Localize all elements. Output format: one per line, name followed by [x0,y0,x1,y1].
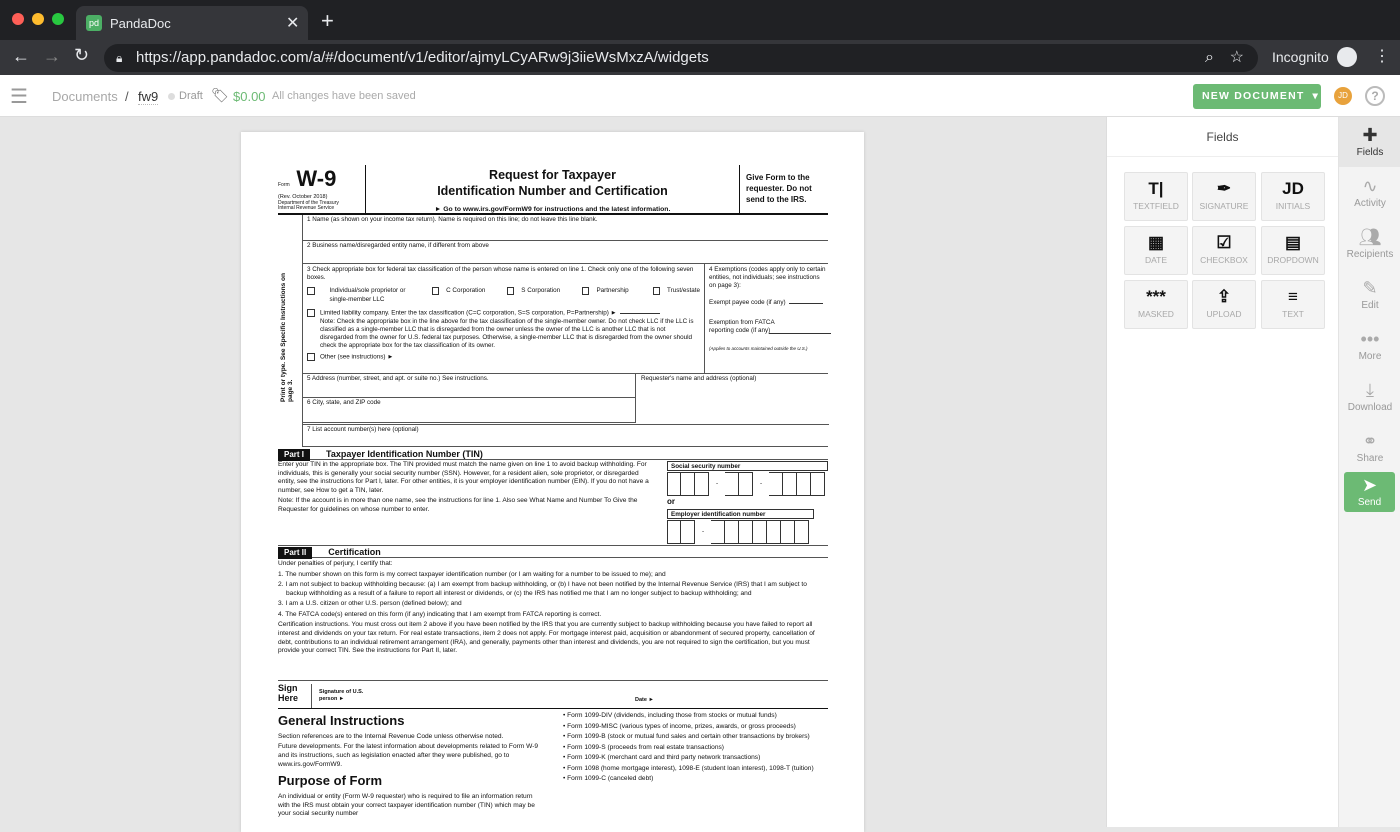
new-tab-icon[interactable]: + [321,8,334,33]
fatca-note: (Applies to accounts maintained outside the U.S.) [709,346,808,352]
field-label: DATE [1144,255,1168,265]
field-label: INITIALS [1275,201,1311,211]
download-icon: ⤓ [1366,380,1374,400]
part-1-heading [278,448,828,460]
text-lines-icon: ≡ [1288,287,1298,306]
ssn-input[interactable]: - - [667,472,825,496]
maximize-window-button[interactable] [52,13,64,25]
part-1-body [278,460,828,546]
exempt-payee-input[interactable] [789,303,823,304]
llc-note: Note: Check the appropriate box in the line above for the tax classification of the single-member owner. Do not check LLC if the LLC is classified as a single-member LLC that is disregarded from the owner unless the owner of the LLC is another LLC that is not disregarded from the owner for U.S. federal tax purposes. Otherwise, a single-member LLC that is disregarded from the owner should check the appropriate box for the tax classification of its owner. [320,317,694,350]
part-1-title: Taxpayer Identification Number (TIN) [326,449,483,459]
status-badge: Draft [179,90,203,102]
line-3-4-block [303,264,828,374]
llc-classification-input[interactable] [620,313,660,314]
cert-item: 2. I am not subject to backup withholding because: (a) I am exempt from backup withholding, or (b) I have not been notified by the Internal Revenue Service (IRS) that I am subject to backup withholding as a result of a failure to report all interest or dividends, or (c) the IRS has notified me that I am no longer subject to backup withholding; and [278,581,807,597]
cert-instructions: Certification instructions. You must cross out item 2 above if you have been notified by the IRS that you are currently subject to backup withholding because you have failed to report all interest and dividends on your tax return. For real estate transactions, item 2 does not apply. For mortgage interest paid, acquisition or abandonment of secured property, cancellation of debt, contributions to an individual retirement arrangement (IRA), and generally, payments other than interest and dividends, you are not required to sign the certification, but you must provide your correct TIN. See the instructions for Part II, later. [278,621,815,655]
address-bar-row [0,40,1400,75]
sidebar-item-recipients[interactable] [1339,227,1400,260]
field-date[interactable] [1124,226,1188,275]
ein-input[interactable]: - [667,520,809,544]
sidebar-item-fields[interactable] [1339,117,1400,167]
line-3-label: 3 Check appropriate box for federal tax classification of the person whose name is entered on line 1. Check only one of the following seven boxes. [307,266,694,282]
form-bullet: • Form 1099-MISC (various types of income, prizes, awards, or gross proceeds) [563,722,796,730]
sidebar-item-activity[interactable] [1339,176,1400,209]
close-tab-icon[interactable]: ✕ [286,15,300,32]
sidebar-label: More [1358,351,1382,362]
form-label: Form [278,182,290,188]
url-input[interactable] [104,44,1258,72]
form-give: Give Form to the requester. Do not send to the IRS. [739,165,828,213]
part-1-text: Enter your TIN in the appropriate box. The TIN provided must match the name given on line 1 to avoid backup withholding. For individuals, this is generally your social security number (SSN). However, for a resident alien, sole proprietor, or disregarded entity, see the instructions for Part I, later. For other entities, it is your employer identification number (EIN). If you do not have a number, see How to get a TIN, later. [278,461,649,494]
more-dots-icon: ••• [1360,329,1380,349]
incognito-label[interactable]: Incognito [1272,49,1329,65]
save-status: All changes have been saved [272,90,416,102]
sidebar-item-edit[interactable] [1339,278,1400,311]
certification-body [278,558,828,681]
sidebar-label: Share [1356,453,1384,464]
zoom-search-icon[interactable]: ⌕ [1205,49,1214,66]
line-6-city[interactable] [303,398,636,423]
line-2-label: 2 Business name/disregarded entity name, if different from above [307,242,489,249]
individual-checkbox[interactable] [307,287,315,295]
document-price[interactable]: $0.00 [233,89,266,104]
breadcrumb-documents[interactable]: Documents [52,89,118,104]
field-initials[interactable] [1261,172,1325,221]
part-2-title: Certification [328,547,381,557]
other-checkbox[interactable] [307,353,315,361]
line-7-account[interactable] [303,424,829,447]
gi-title: General Instructions [278,713,405,728]
link-icon: ⚭ [1362,431,1378,451]
part-2-tag: Part II [278,547,312,559]
field-upload[interactable] [1192,280,1256,329]
c-corp-checkbox[interactable] [432,287,440,295]
signature-label: Signature of U.S. person ► [319,689,364,703]
line-5-label: 5 Address (number, street, and apt. or suite no.) See instructions. [307,375,489,382]
caret-down-icon: ▾ [1312,90,1319,102]
form-dept: Department of the Treasury [278,199,339,206]
puzzle-icon: ✚ [1362,125,1378,145]
initials-icon: JD [1282,179,1304,198]
people-icon: 👥︎ [1358,227,1382,247]
sign-here-row[interactable] [278,684,828,709]
dropdown-icon: ▤ [1284,233,1302,252]
form-bullet: • Form 1099-DIV (dividends, including those from stocks or mutual funds) [563,712,777,719]
browser-menu-icon[interactable]: ⋮ [1374,48,1390,65]
reload-icon[interactable]: ↻ [74,45,90,65]
sidebar-label: Activity [1354,198,1386,209]
sidebar-item-share[interactable] [1339,431,1400,464]
fields-panel [1106,117,1338,827]
line-6-label: 6 City, state, and ZIP code [307,399,381,406]
back-icon[interactable]: ← [12,46,30,66]
fatca-label: Exemption from FATCA reporting code (if any) [709,318,775,334]
sidebar-label: Recipients [1346,249,1394,260]
browser-tab[interactable] [76,6,308,40]
asterisks-icon: *** [1146,287,1166,306]
field-text[interactable] [1261,280,1325,329]
lock-icon: 🔒︎ [116,51,123,65]
right-sidebar [1338,117,1400,827]
sign-here-label: Sign Here [278,684,312,708]
app-header [0,75,1400,117]
form-name: W-9 [296,166,337,191]
sidebar-item-download[interactable] [1339,380,1400,413]
field-label: TEXT [1282,309,1304,319]
bookmark-star-icon[interactable]: ☆ [1229,49,1244,66]
sidebar-label: Edit [1361,300,1379,311]
cert-item: 3. I am a U.S. citizen or other U.S. person (defined below); and [278,600,462,608]
exempt-payee-label: Exempt payee code (if any) [709,298,786,306]
line-1-label: 1 Name (as shown on your income tax return). Name is required on this line; do not leave this line blank. [307,216,598,223]
pen-nib-icon: ✒ [1216,179,1232,198]
llc-checkbox[interactable] [307,309,315,317]
hamburger-menu-icon[interactable]: ☰ [10,86,28,108]
field-label: DROPDOWN [1267,255,1319,265]
field-checkbox[interactable] [1192,226,1256,275]
or-label: or [667,497,675,506]
pandadoc-favicon-icon: pd [86,15,102,31]
new-document-button[interactable] [1193,84,1321,109]
requester-label: Requester's name and address (optional) [641,375,757,382]
purpose-title: Purpose of Form [278,773,383,789]
form-rev: (Rev. October 2018) [278,193,328,200]
w9-form [278,165,828,821]
forward-icon[interactable]: → [43,46,61,66]
partnership-label: Partnership [596,287,629,295]
price-tag-icon[interactable]: 🏷︎ [211,87,229,103]
minimize-window-button[interactable] [32,13,44,25]
form-title-1: Request for Taxpayer [489,168,616,182]
incognito-icon[interactable] [1337,47,1357,67]
activity-pulse-icon: ∿ [1362,176,1378,196]
date-label: Date ► [635,697,654,703]
help-icon[interactable]: ? [1365,86,1385,106]
document-name[interactable]: fw9 [138,89,159,104]
form-bullet: • Form 1099-C (canceled debt) [563,775,654,783]
textfield-icon: T| [1148,179,1164,198]
partnership-checkbox[interactable] [582,287,590,295]
upload-file-icon: ⇪ [1216,287,1232,306]
new-document-label: NEW DOCUMENT [1202,90,1305,102]
field-masked[interactable] [1124,280,1188,329]
form-header [278,165,828,215]
send-button[interactable] [1344,472,1395,512]
calendar-icon: ▦ [1147,233,1165,252]
close-window-button[interactable] [12,13,24,25]
line-4-label: 4 Exemptions (codes apply only to certain entities, not individuals; see instructions on page 3): [709,266,826,290]
form-bullet: • Form 1099-K (merchant card and third party network transactions) [563,754,761,762]
line-1-name[interactable] [303,215,828,241]
edit-icon: ✎ [1362,278,1378,298]
form-bullet: • Form 1099-B (stock or mutual fund sales and certain other transactions by brokers) [563,733,810,741]
ein-label: Employer identification number [667,509,814,519]
cert-item: 4. The FATCA code(s) entered on this form (if any) indicating that I am exempt from FATCA reporting is correct. [278,610,602,618]
form-bullet: • Form 1099-S (proceeds from real estate transactions) [563,743,724,751]
requester-field[interactable] [639,374,829,423]
part-1-tag: Part I [278,449,310,461]
document-page[interactable] [241,132,864,832]
c-corp-label: C Corporation [446,287,486,295]
status-dot-icon [168,93,175,100]
field-dropdown[interactable] [1261,226,1325,275]
form-irs: Internal Revenue Service [278,205,335,212]
line-7-label: 7 List account number(s) here (optional) [307,426,419,433]
field-label: MASKED [1138,309,1174,319]
avatar[interactable]: JD [1334,87,1352,105]
cert-item: 1. The number shown on this form is my correct taxpayer identification number (or I am waiting for a number to be issued to me); and [278,570,666,578]
field-label: UPLOAD [1206,309,1242,319]
form-title-2: Identification Number and Certification [437,184,668,199]
field-label: TEXTFIELD [1133,201,1179,211]
fatca-input[interactable] [769,333,831,334]
side-text: Print or type. See Specific Instructions on page 3. [280,273,294,402]
general-instructions [278,709,828,821]
send-label: Send [1357,497,1382,508]
field-signature[interactable] [1192,172,1256,221]
other-label: Other (see instructions) ► [320,353,394,361]
breadcrumb-separator: / [125,89,129,104]
s-corp-label: S Corporation [521,287,561,295]
checkbox-icon: ☑ [1216,233,1232,252]
gi-paragraph: Section references are to the Internal Revenue Code unless otherwise noted. [278,732,504,740]
ssn-label: Social security number [667,461,828,471]
field-label: CHECKBOX [1200,255,1248,265]
field-textfield[interactable] [1124,172,1188,221]
sidebar-label: Download [1347,402,1393,413]
fields-panel-title: Fields [1107,117,1338,157]
url-text: https://app.pandadoc.com/a/#/document/v1/editor/ajmyLCyARw9j3iieWsMxzA/widgets [136,49,709,66]
part-2-heading [278,546,828,558]
s-corp-checkbox[interactable] [507,287,515,295]
part-1-note: Note: If the account is in more than one name, see the instructions for line 1. Also see What Name and Number To Give the Requester for guidelines on whose number to enter. [278,497,638,513]
purpose-paragraph: An individual or entity (Form W-9 requester) who is required to file an information return with the IRS must obtain your correct taxpayer identification number (TIN) which may be your social security number [278,793,535,818]
field-label: SIGNATURE [1199,201,1249,211]
sidebar-label: Fields [1356,147,1384,158]
paper-plane-icon: ➤ [1361,475,1378,495]
line-2-business[interactable] [303,241,828,264]
trust-checkbox[interactable] [653,287,661,295]
gi-paragraph: Future developments. For the latest information about developments related to Form W-9 and its instructions, such as legislation enacted after they were published, go to www.irs.gov/FormW9. [278,743,539,768]
individual-label: Individual/sole proprietor or single-member LLC [329,287,406,303]
sidebar-item-more[interactable] [1339,329,1400,362]
form-bullet: • Form 1098 (home mortgage interest), 1098-E (student loan interest), 1098-T (tuition) [563,764,814,772]
llc-label: Limited liability company. Enter the tax classification (C=C corporation, S=S corporation, P=Partnership) ► [320,309,617,317]
form-goto: ► Go to www.irs.gov/FormW9 for instructions and the latest information. [434,205,671,213]
tab-title: PandaDoc [110,16,171,31]
cert-intro: Under penalties of perjury, I certify that: [278,560,393,567]
line-5-address[interactable] [303,374,636,398]
browser-tab-bar [0,0,1400,40]
trust-label: Trust/estate [667,287,701,295]
